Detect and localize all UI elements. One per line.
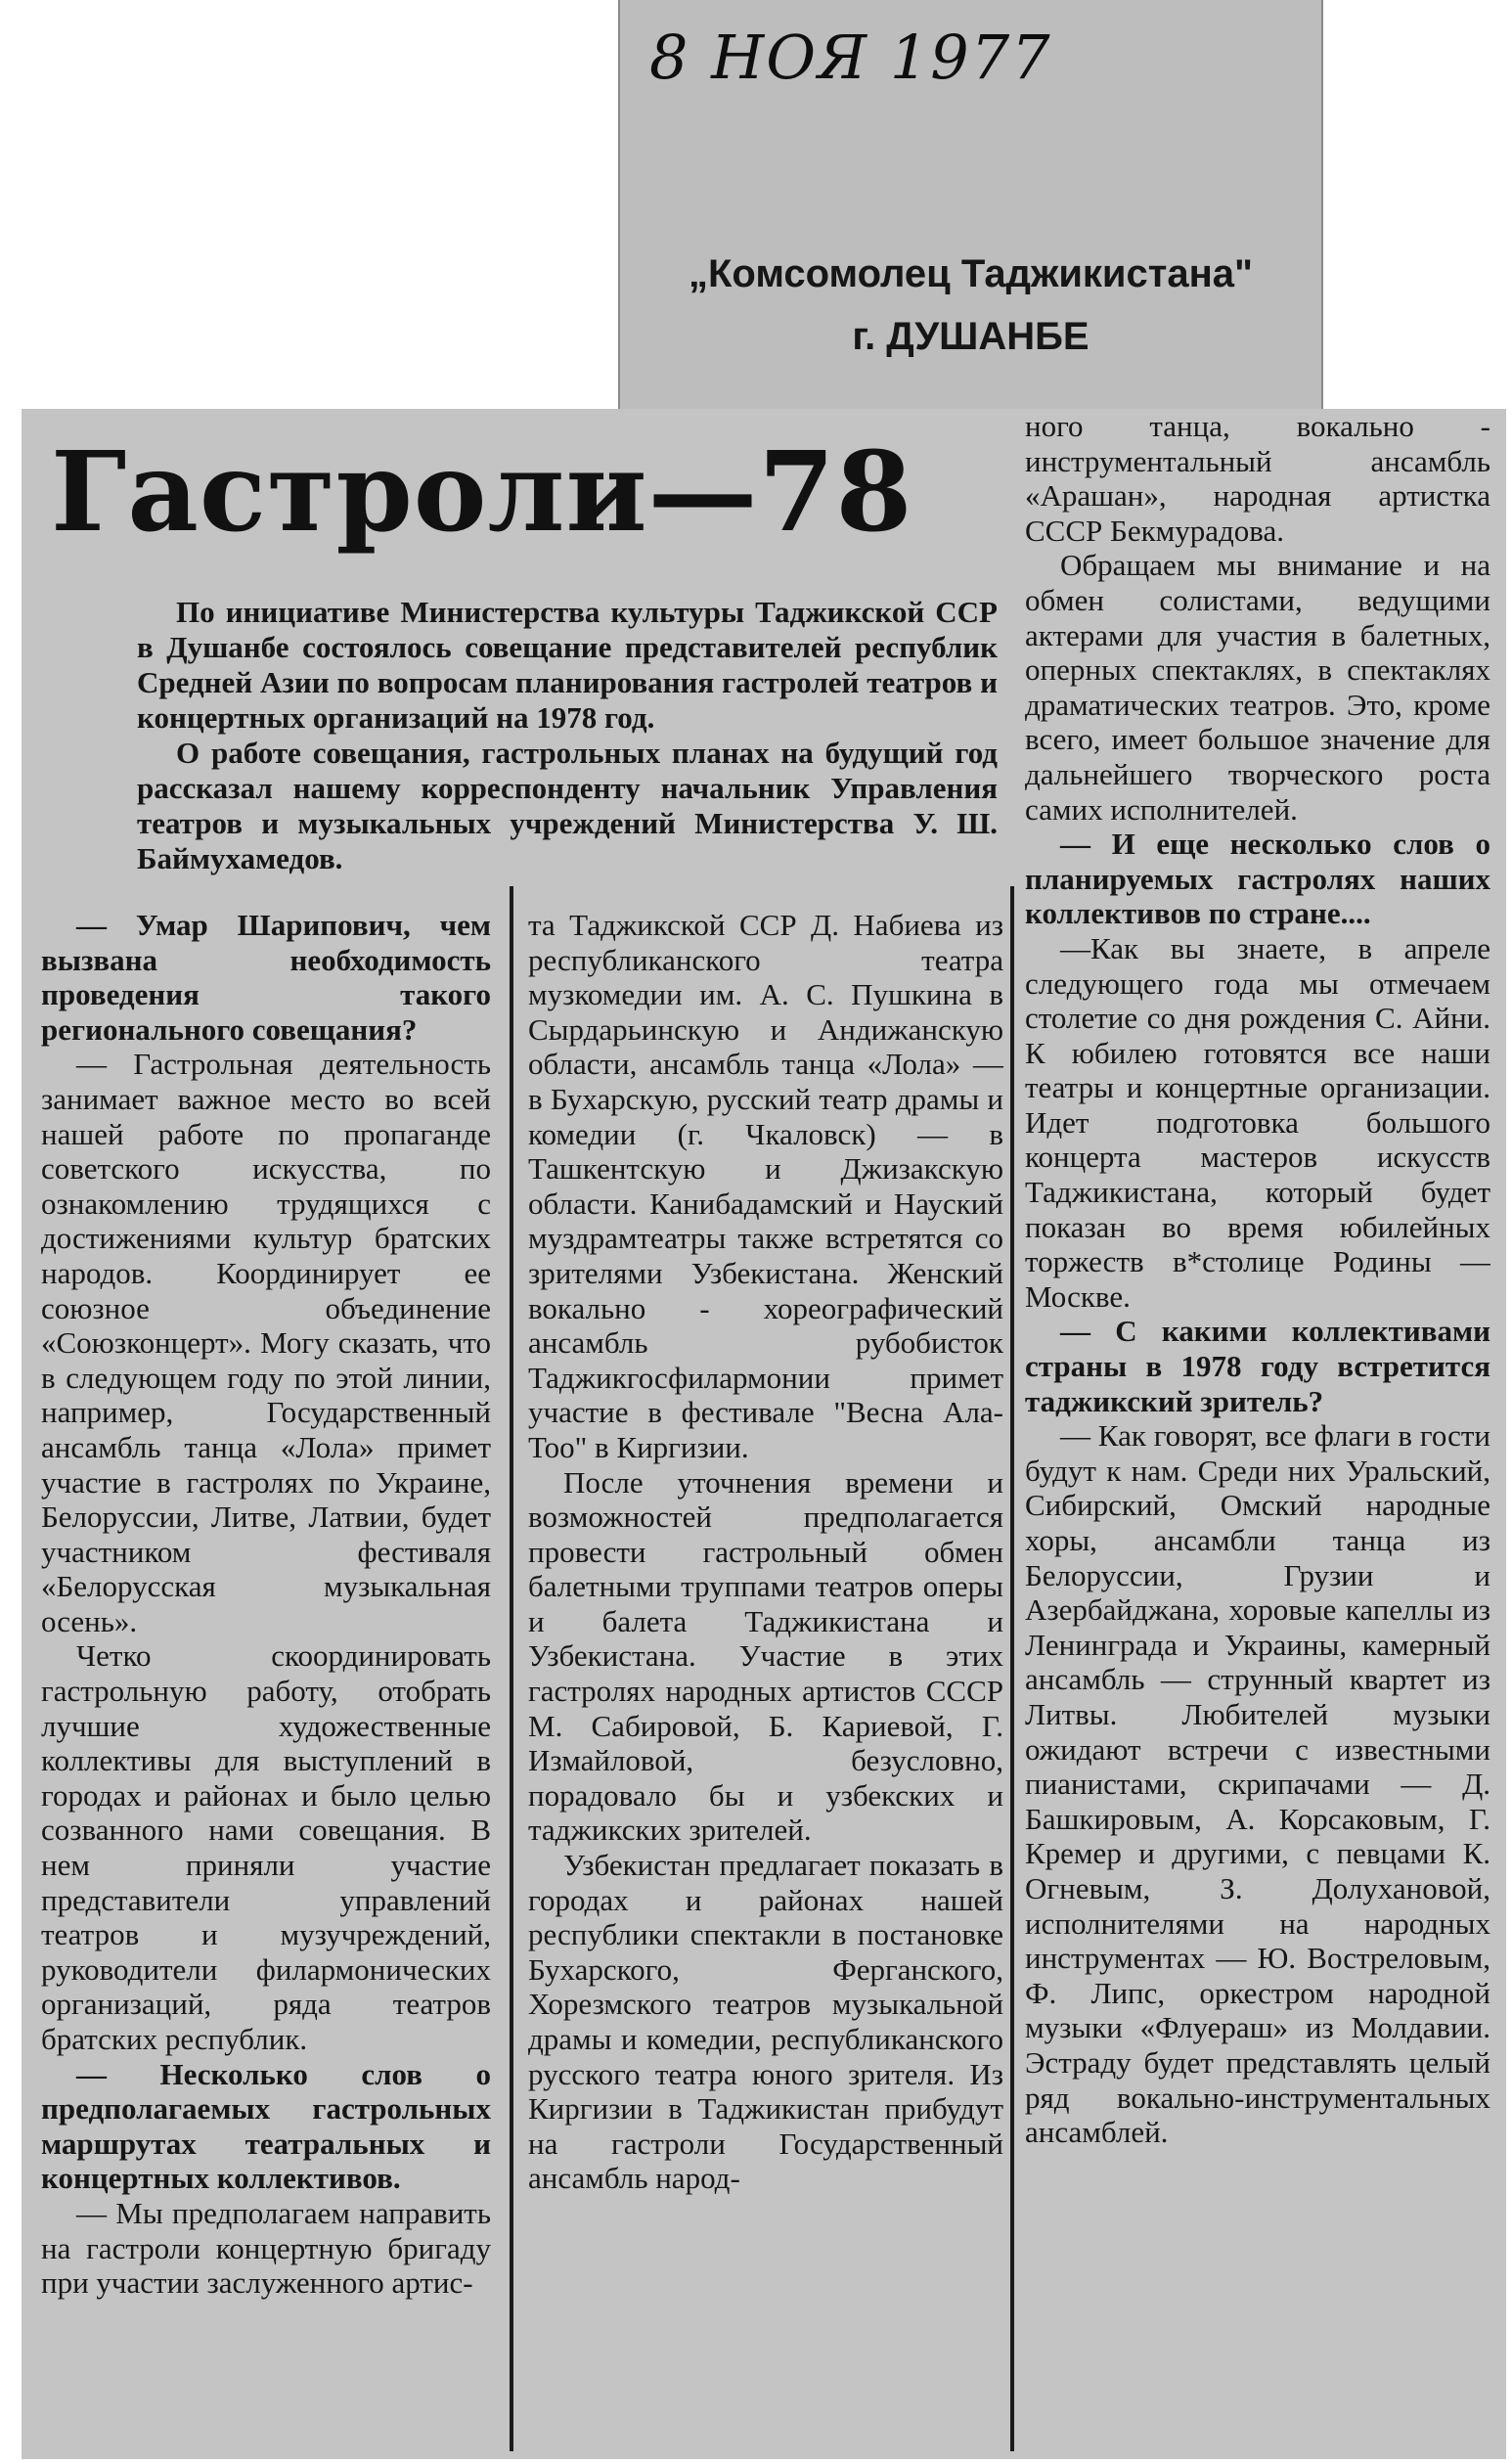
stamp-date: 8 НОЯ 1977 [649, 22, 1052, 93]
lead-paragraph: По инициативе Министерства культуры Таджикской ССР в Душанбе состоялось совещание представителей республик Средней Азии по вопросам планирования гастролей театров и концертных организаций на 1978 год. [137, 595, 998, 735]
stamp-newspaper-name: „Комсомолец Таджикистана" [689, 252, 1253, 295]
article-column-3 [1025, 409, 1490, 2458]
interview-question: — И еще несколько слов о планируемых гастролях наших коллективов по стране.... [1025, 827, 1490, 931]
stamp-city: г. ДУШАНБЕ [852, 315, 1090, 358]
column-divider-2 [1010, 886, 1014, 2451]
interview-answer: — Гастрольная деятельность занимает важное место во всей нашей работе по пропаганде советского искусства, по ознакомлению трудящихся с достижениями культур братских народов. Координирует ее союзное объединение «Союзконцерт». Могу сказать, что в следующем году по этой линии, например, Государственный ансамбль танца «Лола» примет участие в гастролях по Украине, Белоруссии, Литве, Латвии, будет участником фестиваля «Белорусская музыкальная осень». [41, 1047, 491, 1638]
interview-answer: Обращаем мы внимание и на обмен солистами, ведущими актерами для участия в балетных, оперных спектаклях, в спектаклях драматических театров. Это, кроме всего, имеет большое значение для дальнейшего творческого роста самих исполнителей. [1025, 548, 1490, 827]
interview-question: — С какими коллективами страны в 1978 году встретится таджикский зритель? [1025, 1314, 1490, 1418]
interview-answer: — Мы предполагаем направить на гастроли концертную бригаду при участии заслуженного артис- [41, 2195, 491, 2301]
interview-question: — Умар Шарипович, чем вызвана необходимость проведения такого регионального совещания? [41, 908, 491, 1047]
article-title: Гастроли—78 [51, 428, 913, 557]
interview-answer: —Как вы знаете, в апреле следующего года мы отмечаем столетие со дня рождения С. Айни. К юбилею готовятся все наши театры и концертные организации. Идет подготовка большого концерта мастеров искусств Таджикистана, который будет показан во время юбилейных торжеств в*столице Родины — Москве. [1025, 930, 1490, 1314]
column-divider-1 [510, 886, 513, 2451]
lead-paragraph: О работе совещания, гастрольных планах на будущий год рассказал нашему корреспонденту начальник Управления театров и музыкальных учреждений Министерства У. Ш. Баймухамедов. [137, 736, 998, 875]
interview-answer: ного танца, вокально - инструментальный ансамбль «Арашан», народная артистка СССР Бекмурадова. [1025, 409, 1490, 548]
article-column-2 [528, 908, 1003, 2458]
interview-question: — Несколько слов о предполагаемых гастрольных маршрутах театральных и концертных коллективов. [41, 2056, 491, 2196]
archive-stamp [618, 0, 1323, 423]
interview-answer: После уточнения времени и возможностей предполагается провести гастрольный обмен балетными труппами театров оперы и балета Таджикистана и Узбекистана. Участие в этих гастролях народных артистов СССР М. Сабировой, Б. Кариевой, Г. Измайловой, безусловно, порадовало бы и узбекских и таджикских зрителей. [528, 1464, 1003, 1848]
article-lead [137, 595, 998, 876]
interview-answer: — Как говорят, все флаги в гости будут к нам. Среди них Уральский, Сибирский, Омский народные хоры, ансамбли танца из Белоруссии, Грузии и Азербайджана, хоровые капеллы из Ленинграда и Украины, камерный ансамбль — струнный квартет из Литвы. Любителей музыки ожидают встречи с известными пианистами, скрипачами — Д. Башкировым, А. Корсаковым, Г. Кремер и другими, с певцами К. Огневым, З. Долухановой, исполнителями на народных инструментах — Ю. Востреловым, Ф. Липс, оркестром народной музыки «Флуераш» из Молдавии. Эстраду будет представлять целый ряд вокально-инструментальных ансамблей. [1025, 1418, 1490, 2150]
interview-answer: та Таджикской ССР Д. Набиева из республиканского театра музкомедии им. А. С. Пушкина в Сырдарьинскую и Андижанскую области, ансамбль танца «Лола» — в Бухарскую, русский театр драмы и комедии (г. Чкаловск) — в Ташкентскую и Джизакскую области. Канибадамский и Науский муздрамтеатры также встретятся со зрителями Узбекистана. Женский вокально - хореографический ансамбль рубобисток Таджикгосфилармонии примет участие в фестивале "Весна Ала-Тоо" в Киргизии. [528, 908, 1003, 1464]
interview-answer: Четко скоординировать гастрольную работу, отобрать лучшие художественные коллективы для выступлений в городах и районах и было целью созванного нами совещания. В нем приняли участие представители управлений театров и музучреждений, руководители филармонических организаций, ряда театров братских республик. [41, 1638, 491, 2056]
interview-answer: Узбекистан предлагает показать в городах и районах нашей республики спектакли в постановке Бухарского, Ферганского, Хорезмского театров музыкальной драмы и комедии, республиканского русского театра юного зрителя. Из Киргизии в Таджикистан прибудут на гастроли Государственный ансамбль народ- [528, 1848, 1003, 2196]
newspaper-clipping [22, 409, 1506, 2459]
article-column-1 [41, 908, 491, 2458]
